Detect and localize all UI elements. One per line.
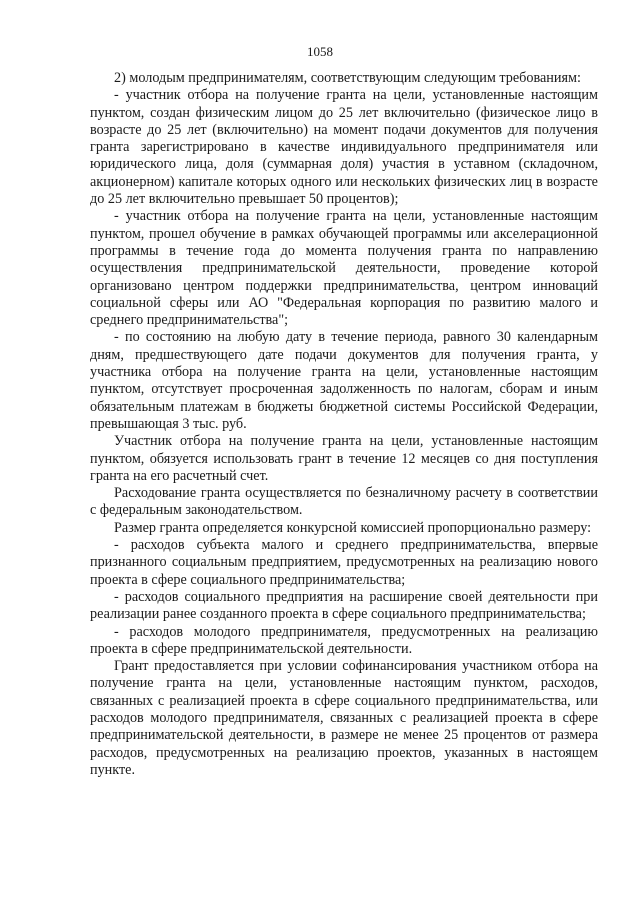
paragraph: 2) молодым предпринимателям, соответствующим следующим требованиям: — [114, 70, 581, 86]
paragraph: Участник отбора на получение гранта на цели, установленные настоящим пунктом, обязуется использовать грант в течение 12 месяцев со дня поступления гранта на его расчетный счет. — [90, 433, 598, 484]
paragraph: Размер гранта определяется конкурсной комиссией пропорционально размеру: — [114, 519, 592, 536]
paragraph: Расходование гранта осуществляется по безналичному расчету в соответствии с федеральным законодательством. — [90, 485, 598, 519]
paragraph: - расходов субъекта малого и среднего предпринимательства, впервые признанного социальным предприятием, предусмотренных на реализацию нового проекта в сфере социального предпринимательства; — [90, 537, 598, 588]
paragraph: - участник отбора на получение гранта на цели, установленные настоящим пунктом, создан физическим лицом до 25 лет включительно (физическое лицо в возрасте до 25 лет (включительно) на момент подачи документов для получения гранта зарегистрировано в качестве индивидуального предпринимателя или юридического лица, доля (суммарная доля) участия в уставном (складочном, акционерном) капитале которых одного или нескольких физических лиц в возрасте до 25 лет включительно превышает 50 процентов); — [90, 87, 598, 208]
paragraph: Грант предоставляется при условии софинансирования участником отбора на получение гранта на цели, установленные настоящим пунктом, расходов, связанных с реализацией проекта в сфере социального предпринимательства, или расходов молодого предпринимателя, связанных с реализацией проекта в сфере предпринимательской деятельности, в размере не менее 25 процентов от размера расходов, предусмотренных на реализацию проектов, указанных в настоящем пункте. — [90, 658, 598, 778]
paragraph: - по состоянию на любую дату в течение периода, равного 30 календарным дням, предшествующего дате подачи документов для получения гранта, у участника отбора на получение гранта на цели, установленные настоящим пунктом, отсутствует просроченная задолженность по налогам, сборам и иным обязательным платежам в бюджеты бюджетной системы Российской Федерации, превышающая 3 тыс. руб. — [90, 329, 598, 432]
paragraph: - расходов молодого предпринимателя, предусмотренных на реализацию проекта в сфере предпринимательской деятельности. — [90, 623, 598, 657]
document-body — [90, 70, 598, 779]
paragraph: - участник отбора на получение гранта на цели, установленные настоящим пунктом, прошел обучение в рамках обучающей программы или акселерационной программы в течение года до момента получения гранта по направлению осуществления предпринимательской деятельности, проведение которой организовано центром поддержки предпринимательства, центром инноваций социальной сферы или АО "Федеральная корпорация по развитию малого и среднего предпринимательства"; — [90, 208, 598, 329]
paragraph: - расходов социального предприятия на расширение своей деятельности при реализации ранее созданного проекта в сфере социального предпринимательства; — [90, 588, 598, 623]
page-number: 1058 — [307, 44, 333, 59]
